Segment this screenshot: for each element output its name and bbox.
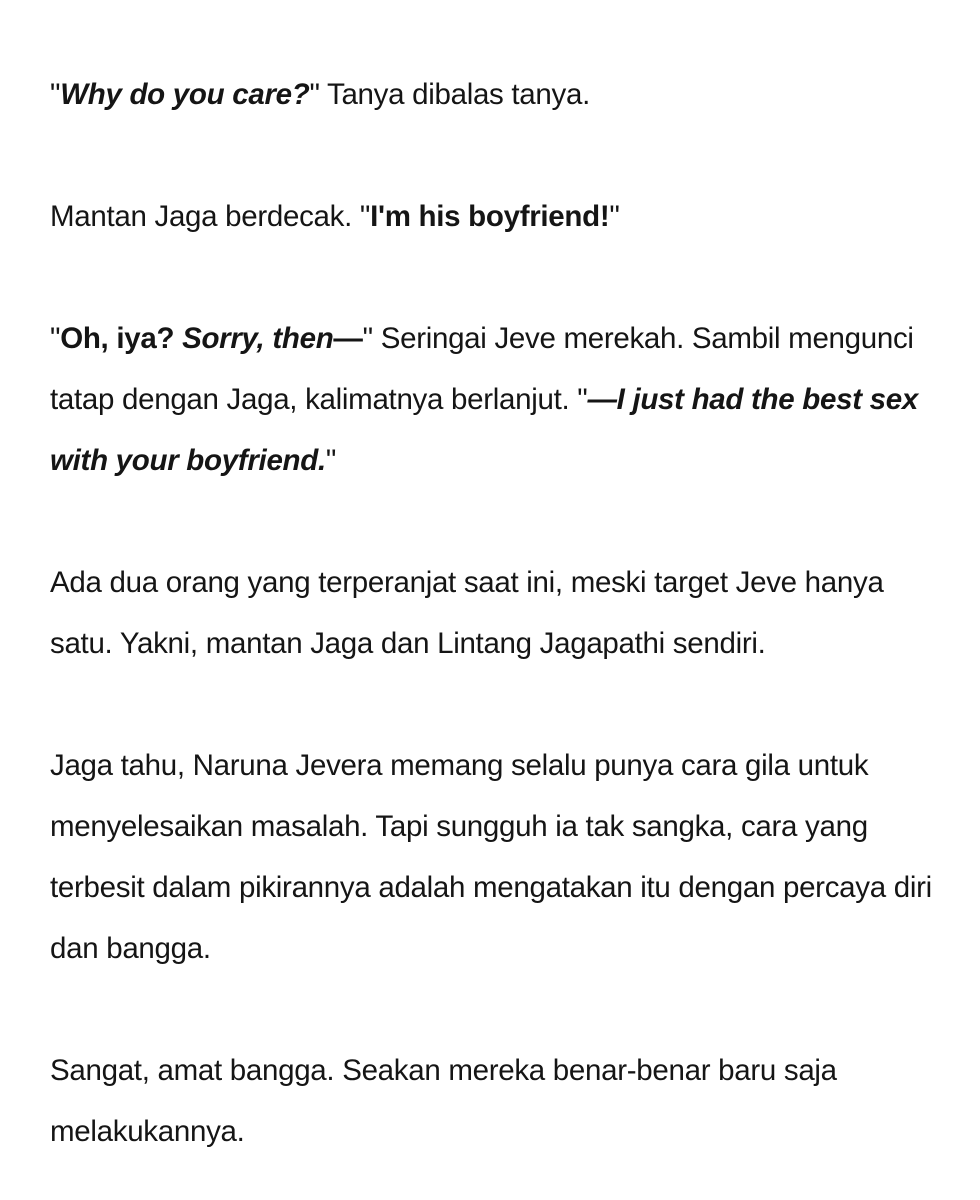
narration-paragraph-5: Jaga tahu, Naruna Jevera memang selalu punya cara gila untuk menyelesaikan masalah. Tapi sungguh ia tak sangka, cara yang terbesit dalam pikirannya adalah mengatakan itu dengan percaya diri dan bangga. <box>50 749 932 965</box>
close-quote: " <box>309 78 320 111</box>
close-quote: " <box>609 200 620 233</box>
story-page <box>50 64 940 1162</box>
close-quote: " <box>325 444 337 477</box>
open-quote: " <box>577 383 588 416</box>
narration-text: Tanya dibalas tanya. <box>319 78 590 111</box>
dialogue-paragraph-2 <box>50 186 940 247</box>
emphasized-dialogue: —I just had the best sex with your boyfriend. <box>50 383 918 477</box>
narration-text: Seringai Jeve merekah. Sambil mengunci tatap dengan Jaga, kalimatnya berlanjut. <box>50 322 914 416</box>
narration-text: Mantan Jaga berdecak. <box>50 200 360 233</box>
narration-paragraph-4: Ada dua orang yang terperanjat saat ini, meski target Jeve hanya satu. Yakni, mantan Jaga dan Lintang Jagapathi sendiri. <box>50 566 884 660</box>
bold-dialogue: I'm his boyfriend! <box>370 200 610 233</box>
emphasized-dialogue: Sorry, then <box>182 322 334 355</box>
open-quote: " <box>50 322 61 355</box>
dialogue-paragraph-3 <box>50 308 940 491</box>
narration-paragraph-6: Sangat, amat bangga. Seakan mereka benar-benar baru saja melakukannya. <box>50 1054 837 1148</box>
dialogue-paragraph-1 <box>50 64 940 125</box>
bold-dialogue: Oh, iya? <box>60 322 183 355</box>
emphasized-dialogue: Why do you care? <box>60 78 310 111</box>
close-quote: " <box>362 322 373 355</box>
bold-dash: — <box>333 322 363 355</box>
open-quote: " <box>359 200 371 233</box>
open-quote: " <box>50 78 61 111</box>
